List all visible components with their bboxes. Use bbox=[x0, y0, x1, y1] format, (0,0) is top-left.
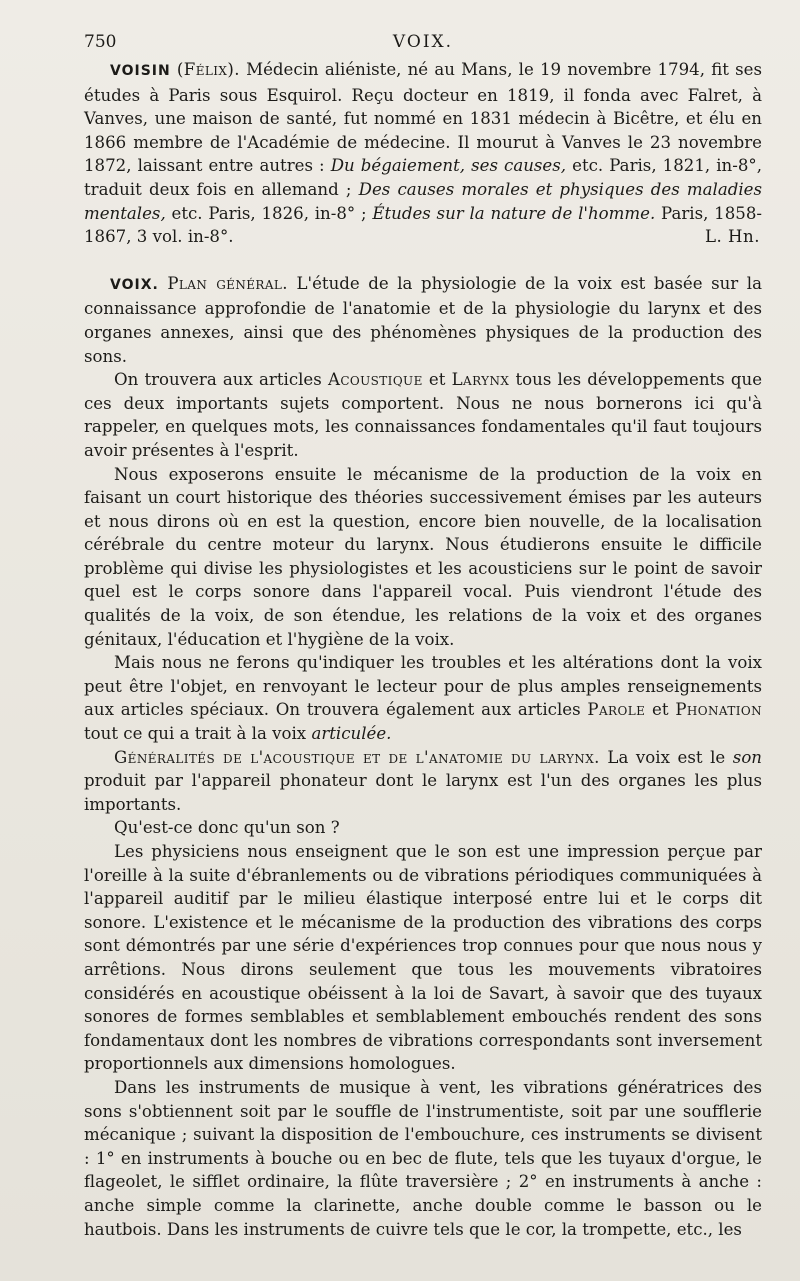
para4-conjunction: et bbox=[652, 700, 669, 720]
generalites-text-rest: produit par l'appareil phonateur dont le larynx est l'un des organes les plus importants. bbox=[84, 771, 762, 814]
headword-voisin: VOISIN bbox=[110, 63, 171, 79]
voix-question: Qu'est-ce donc qu'un son ? bbox=[114, 818, 340, 838]
para4-text-start: Mais nous ne ferons qu'indiquer les troubles et les altérations dont la voix peut être l'objet, en renvoyant le lecteur pour de plus amples renseignements aux articles spéciaux. On trouvera également aux articles bbox=[84, 653, 762, 720]
voix-paragraph-4 bbox=[84, 651, 762, 745]
headword-voix: VOIX. bbox=[110, 276, 159, 293]
para2-conjunction: et bbox=[428, 370, 446, 390]
generalites-text-start: La voix est le bbox=[607, 747, 726, 767]
running-head bbox=[84, 26, 762, 58]
voisin-work-2-details: etc. Paris, 1826, in-8° ; bbox=[171, 203, 367, 223]
voix-paragraph-1: L'étude de la physiologie de la voix est basée sur la connaissance approfondie de l'anatomie et de la physiologie du larynx et des organes annexes, ainsi que des phénomènes physiques de la production des sons. bbox=[84, 273, 762, 366]
cross-ref-phonation: Phonation bbox=[675, 700, 763, 720]
voisin-work-3-title: Études sur la nature de l'homme. bbox=[372, 203, 656, 223]
voisin-work-3-details: Paris, 1858-1867, 3 vol. in-8°. bbox=[84, 203, 762, 247]
cross-ref-larynx: Larynx bbox=[451, 370, 510, 390]
voix-paragraph-2 bbox=[84, 368, 762, 462]
voisin-biography: Médecin aliéniste, né au Mans, le 19 novembre 1794, fit ses études à Paris sous Esquirol. Reçu docteur en 1819, il fonda avec Falret, à Vanves, une maison de santé, fut nommé en 1831 médecin à Bicêtre, et élu en 1866 membre de l'Académie de médecine. Il mourut à Vanves le 23 novembre 1872, laissant entre autres : bbox=[84, 60, 762, 176]
voix-paragraph-3: Nous exposerons ensuite le mécanisme de la production de la voix en faisant un court historique des théories successivement émises par les auteurs et nous dirons où en est la question, encore bien nouvelle, de la localisation cérébrale du centre moteur du larynx. Nous étudierons ensuite le difficile problème qui divise les physiologistes et les acousticiens sur le point de savoir quel est le corps sonore dans l'appareil vocal. Puis viendront l'étude des qualités de la voix, de son étendue, les relations de la voix et des organes génitaux, l'éducation et l'hygiène de la voix. bbox=[84, 464, 762, 649]
author-signature: L. Hn. bbox=[704, 227, 760, 247]
voix-paragraph-physiciens: Les physiciens nous enseignent que le son est une impression perçue par l'oreille à la suite d'ébranlements ou de vibrations périodiques communiquées à l'appareil auditif par le milieu élastique interposé entre lui et le corps dit sonore. L'existence et le mécanisme de la production des vibrations des corps sont démontrés par une série d'expériences trop connues pour que nous nous y arrêtions. Nous dirons seulement que tous les mouvements vibratoires considérés en acoustique obéissent à la loi de Savart, à savoir que des tuyaux sonores de formes semblables et semblablement embouchés rendent des sons fondamentaux dont les nombres de vibrations correspondants sont inversement proportionnels aux dimensions homologues. bbox=[84, 842, 762, 1074]
cross-ref-parole: Parole bbox=[587, 700, 646, 720]
voisin-work-1-title: Du bégaiement, ses causes, bbox=[330, 156, 567, 176]
generalites-italic-son: son bbox=[732, 747, 762, 767]
body-text bbox=[84, 58, 762, 1241]
para4-italic-articulee: articulée. bbox=[311, 724, 392, 744]
section-label-plan-general: Plan général. bbox=[167, 273, 288, 293]
voisin-forename: (Félix). bbox=[176, 60, 240, 79]
section-label-generalites: Généralités de l'acoustique et de l'anatomie du larynx. bbox=[114, 747, 600, 767]
page-number: 750 bbox=[84, 32, 117, 52]
entry-voix bbox=[84, 272, 762, 368]
cross-ref-acoustique: Acoustique bbox=[327, 370, 423, 390]
voix-paragraph-generalites bbox=[84, 746, 762, 817]
para2-text-start: On trouvera aux articles bbox=[114, 370, 322, 390]
para2-text-rest: tous les développements que ces deux importants sujets comportent. Nous ne nous bornerons ici qu'à rappeler, en quelques mots, les connaissances fondamentales qu'il faut toujours avoir présentes à l'esprit. bbox=[84, 370, 763, 460]
voisin-work-1-details: etc. Paris, 1821, in-8°, traduit deux fois en allemand ; bbox=[84, 156, 762, 199]
running-title: VOIX. bbox=[392, 32, 454, 52]
voisin-work-2-title: Des causes morales et physiques des maladies mentales, bbox=[84, 179, 762, 223]
voix-paragraph-instruments: Dans les instruments de musique à vent, les vibrations génératrices des sons s'obtiennent soit par le souffle de l'instrumentiste, soit par une soufflerie mécanique ; suivant la disposition de l'embouchure, ces instruments se divisent : 1° en instruments à bouche ou en bec de flute, tels que les tuyaux d'orgue, le flageolet, le sifflet ordinaire, la flûte traversière ; 2° en instruments à anche : anche simple comme la clarinette, anche double comme le basson ou le hautbois. Dans les instruments de cuivre tels que le cor, la trompette, etc., les bbox=[84, 1077, 762, 1239]
para4-text-mid: tout ce qui a trait à la voix bbox=[84, 724, 307, 744]
entry-voisin bbox=[84, 58, 762, 249]
